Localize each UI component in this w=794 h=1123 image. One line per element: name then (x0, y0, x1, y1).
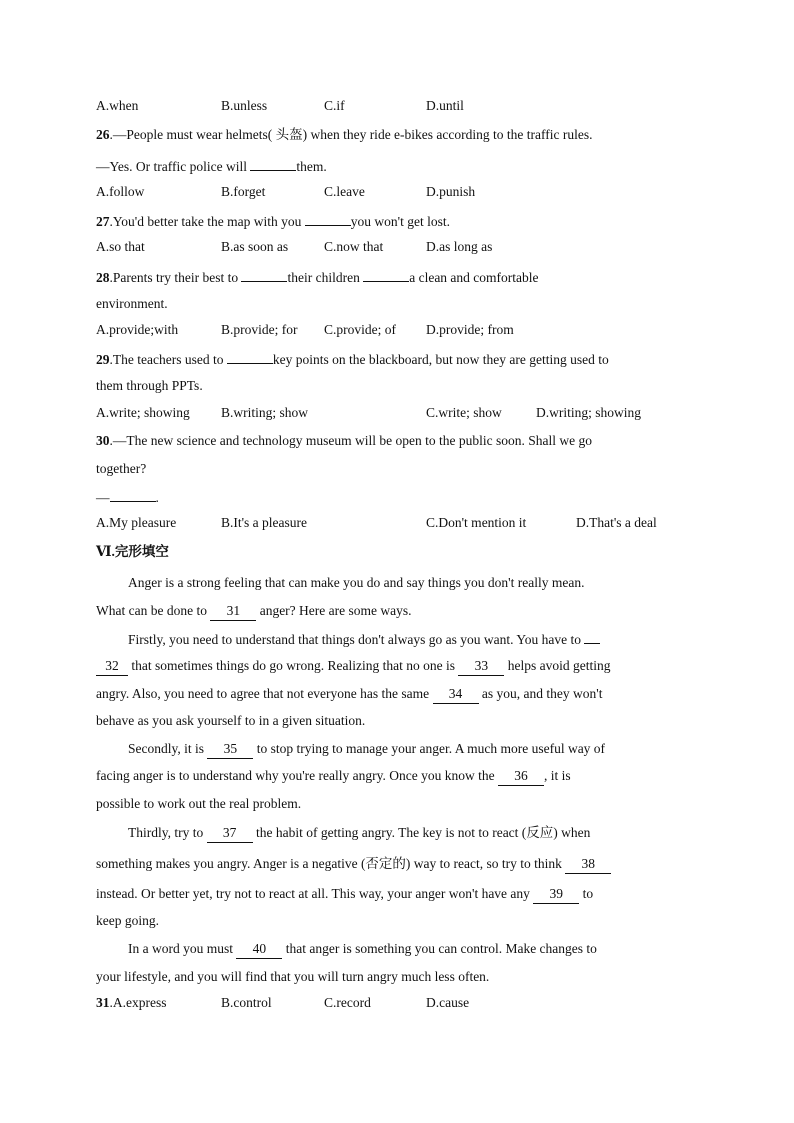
blank-35: 35 (207, 740, 253, 759)
blank-31: 31 (210, 602, 256, 621)
passage-text: facing anger is to understand why you're really angry. Once you know the (96, 768, 498, 783)
passage-text: to stop trying to manage your anger. A much more useful way of (253, 741, 606, 756)
q27-option-a: A.so that (96, 239, 145, 254)
q30-stem (96, 432, 592, 450)
q29-option-d: D.writing; showing (536, 405, 642, 420)
blank-34: 34 (433, 685, 479, 704)
q28-blank-1 (241, 267, 287, 282)
q29-text: .The teachers used to (109, 352, 227, 367)
q26-reply-end: them. (296, 159, 327, 174)
q30-reply (96, 487, 159, 507)
passage-p3-line2 (96, 767, 571, 786)
passage-p2-line2 (96, 657, 610, 676)
q28-stem (96, 267, 539, 287)
passage-text: , it is (543, 768, 571, 783)
q30-option-b: B.It's a pleasure (221, 515, 308, 530)
q29-stem-cont: them through PPTs. (96, 378, 203, 393)
passage-p1-line1: Anger is a strong feeling that can make you do and say things you don't really mean. (128, 575, 585, 590)
q28-text-mid: their children (287, 270, 364, 285)
q31-number: 31 (96, 995, 110, 1010)
passage-text: Thirdly, try to (128, 825, 207, 840)
q26-option-b: B.forget (221, 184, 266, 199)
q25-option-b: B.unless (221, 98, 268, 113)
passage-text: anger? Here are some ways. (256, 603, 412, 618)
q30-dash: — (96, 490, 110, 505)
q26-blank (250, 156, 296, 171)
passage-text: that anger is something you can control. Make changes to (282, 941, 597, 956)
passage-p4-line4: keep going. (96, 913, 159, 928)
q27-blank (305, 211, 351, 226)
passage-p2-line4: behave as you ask yourself to in a given situation. (96, 713, 366, 728)
q25-option-d: D.until (426, 98, 464, 113)
q28-blank-2 (363, 267, 409, 282)
q31-option-a-text: .A.express (109, 995, 167, 1010)
q26-option-c: C.leave (324, 184, 365, 199)
q27-option-b: B.as soon as (221, 239, 289, 254)
passage-text: the habit of getting angry. The key is not to react (反应) when (252, 825, 591, 840)
blank-37: 37 (207, 824, 253, 843)
passage-p4-line2 (96, 855, 611, 874)
q28-option-a: A.provide;with (96, 322, 179, 337)
q31-option-c: C.record (324, 995, 371, 1010)
q30-option-c: C.Don't mention it (426, 515, 527, 530)
blank-32: 32 (96, 657, 128, 676)
q30-stem-cont: together? (96, 461, 147, 476)
q29-text-end: key points on the blackboard, but now they are getting used to (272, 352, 609, 367)
q28-option-b: B.provide; for (221, 322, 298, 337)
q30-blank (110, 487, 156, 502)
q27-text: .You'd better take the map with you (109, 214, 305, 229)
q30-text: .—The new science and technology museum will be open to the public soon. Shall we go (109, 433, 593, 448)
q29-number: 29 (96, 352, 110, 367)
q27-option-c: C.now that (324, 239, 384, 254)
q31-option-a (96, 995, 167, 1011)
passage-text: something makes you angry. Anger is a negative (否定的) way to react, so try to think (96, 856, 566, 871)
q28-option-c: C.provide; of (324, 322, 396, 337)
q26-number: 26 (96, 127, 110, 142)
q29-stem (96, 349, 609, 369)
passage-text: What can be done to (96, 603, 211, 618)
passage-text: In a word you must (128, 941, 237, 956)
q28-stem-cont: environment. (96, 296, 168, 311)
q27-number: 27 (96, 214, 110, 229)
blank-39: 39 (533, 885, 579, 904)
blank-40: 40 (236, 940, 282, 959)
q25-option-a: A.when (96, 98, 139, 113)
passage-text: as you, and they won't (478, 686, 603, 701)
blank-32-start (584, 629, 600, 644)
q30-option-a: A.My pleasure (96, 515, 177, 530)
passage-text: instead. Or better yet, try not to react at all. This way, your anger won't have any (96, 886, 534, 901)
passage-text: that sometimes things do go wrong. Realizing that no one is (128, 658, 459, 673)
q26-option-a: A.follow (96, 184, 145, 199)
q26-reply-text: —Yes. Or traffic police will (96, 159, 251, 174)
blank-38: 38 (565, 855, 611, 874)
section-title: Ⅵ.完形填空 (96, 544, 169, 559)
q29-blank (227, 349, 273, 364)
q30-period: . (155, 490, 159, 505)
q27-stem (96, 211, 450, 231)
q26-text: .—People must wear helmets( 头盔) when they ride e-bikes according to the traffic rules. (109, 127, 593, 142)
q28-text-end: a clean and comfortable (409, 270, 539, 285)
passage-p4-line3 (96, 885, 593, 904)
q29-option-c: C.write; show (426, 405, 502, 420)
passage-text: angry. Also, you need to agree that not everyone has the same (96, 686, 433, 701)
q31-option-b: B.control (221, 995, 272, 1010)
passage-p4-line1 (128, 824, 590, 843)
q31-option-d: D.cause (426, 995, 470, 1010)
q26-option-d: D.punish (426, 184, 476, 199)
q25-option-c: C.if (324, 98, 345, 113)
passage-text: to (579, 886, 594, 901)
passage-p3-line1 (128, 740, 605, 759)
passage-text: Firstly, you need to understand that things don't always go as you want. You have to (128, 632, 585, 647)
blank-33: 33 (458, 657, 504, 676)
q30-number: 30 (96, 433, 110, 448)
passage-text: helps avoid getting (504, 658, 611, 673)
q27-option-d: D.as long as (426, 239, 493, 254)
passage-text: Secondly, it is (128, 741, 208, 756)
blank-36: 36 (498, 767, 544, 786)
passage-p2-line3 (96, 685, 602, 704)
q27-text-end: you won't get lost. (350, 214, 450, 229)
passage-p5-line2: your lifestyle, and you will find that you will turn angry much less often. (96, 969, 490, 984)
q28-option-d: D.provide; from (426, 322, 514, 337)
passage-p1-line2 (96, 602, 412, 621)
q29-option-a: A.write; showing (96, 405, 190, 420)
q28-number: 28 (96, 270, 110, 285)
q26-stem (96, 126, 592, 144)
passage-p2-line1 (128, 629, 600, 649)
q28-text: .Parents try their best to (109, 270, 242, 285)
passage-p5-line1 (128, 940, 597, 959)
q30-option-d: D.That's a deal (576, 515, 657, 530)
passage-p3-line3: possible to work out the real problem. (96, 796, 302, 811)
q29-option-b: B.writing; show (221, 405, 309, 420)
q26-reply (96, 156, 327, 176)
